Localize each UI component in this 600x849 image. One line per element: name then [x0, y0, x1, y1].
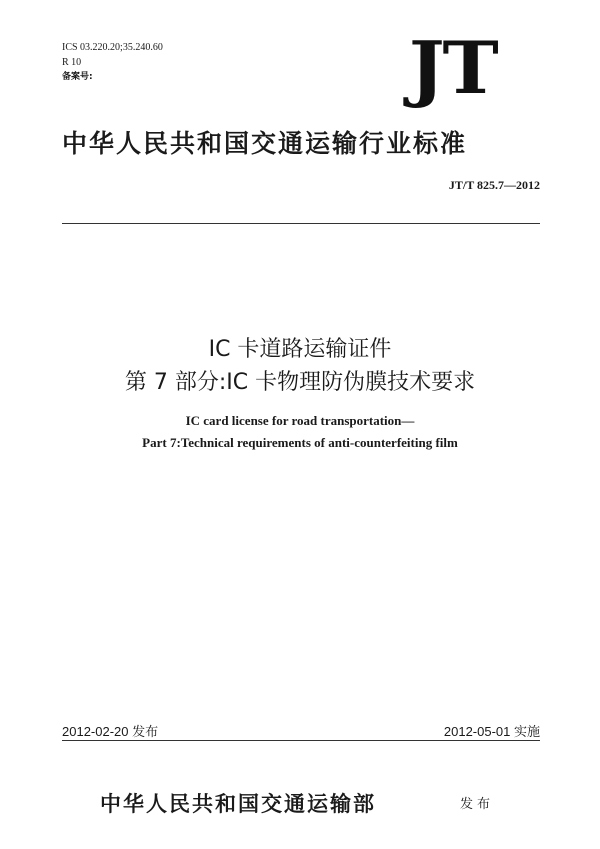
- bottom-divider: [62, 740, 540, 741]
- implement-date: 2012-05-01 实施: [443, 724, 540, 739]
- title-cn-line1: IC 卡道路运输证件: [208, 337, 392, 362]
- publish-date: 2012-02-20 发布: [62, 724, 159, 739]
- meta-block: [62, 40, 163, 85]
- org-title: 中华人民共和国交通运输行业标准: [62, 129, 468, 158]
- title-en-line1: IC card license for road transportation—: [185, 413, 415, 428]
- category-code: R 10: [62, 57, 82, 68]
- ics-code: ICS 03.220.20;35.240.60: [62, 42, 163, 53]
- issue-label: 发布: [460, 797, 495, 812]
- title-en-line2: Part 7:Technical requirements of anti-counterfeiting film: [142, 435, 458, 450]
- issuer-name: 中华人民共和国交通运输部: [100, 792, 376, 816]
- jt-logo: JT: [408, 25, 497, 110]
- record-number-label: 备案号:: [62, 72, 93, 82]
- standard-number: JT/T 825.7—2012: [448, 178, 540, 192]
- title-cn-line2: 第 7 部分:IC 卡物理防伪膜技术要求: [124, 370, 476, 395]
- top-divider: [62, 223, 540, 224]
